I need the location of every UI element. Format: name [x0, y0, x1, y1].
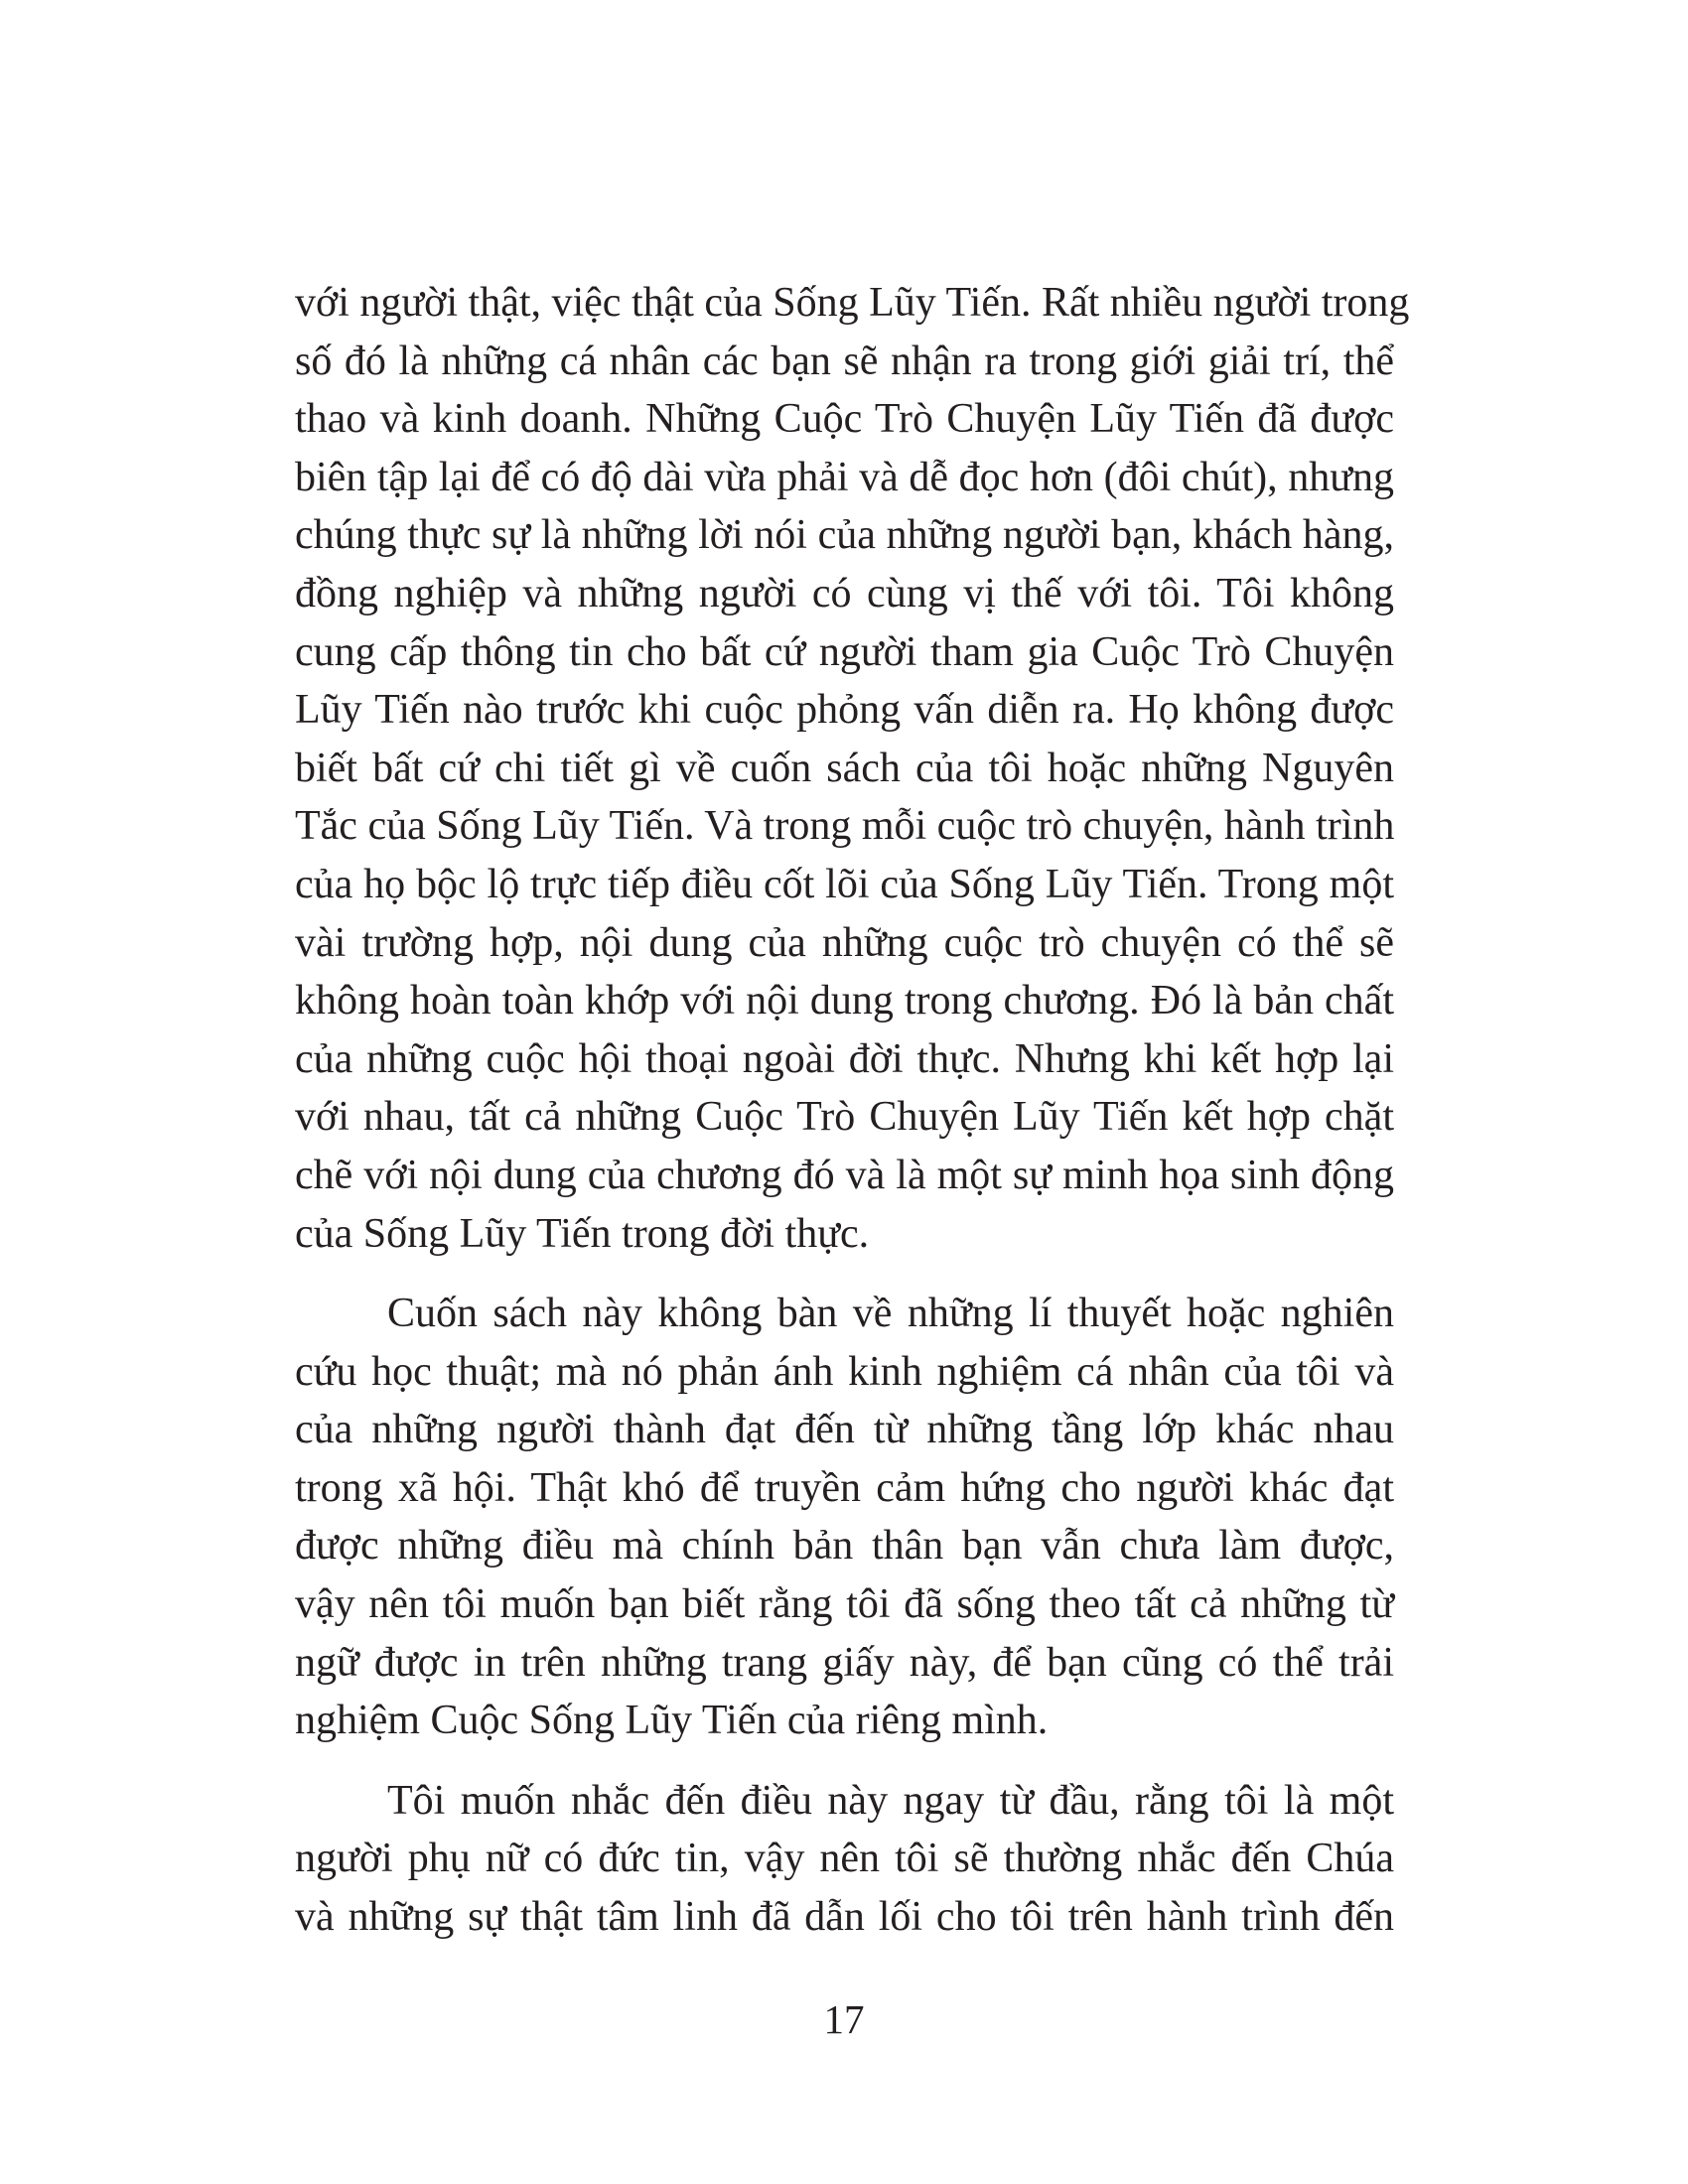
text-line: trong xã hội. Thật khó để truyền cảm hứng cho người khác đạt	[295, 1464, 1394, 1511]
text-line: của những người thành đạt đến từ những tầng lớp khác nhau	[295, 1407, 1394, 1453]
page-number: 17	[823, 1996, 865, 2042]
paragraph-3	[295, 1772, 1394, 1947]
text-line: với người thật, việc thật của Sống Lũy Tiến. Rất nhiều người trong	[295, 280, 1410, 326]
page-body	[295, 274, 1410, 1947]
text-line: và những sự thật tâm linh đã dẫn lối cho tôi trên hành trình đến	[295, 1894, 1394, 1941]
text-line: biên tập lại để có độ dài vừa phải và dễ đọc hơn (đôi chút), nhưng	[295, 454, 1394, 500]
text-line: chẽ với nội dung của chương đó và là một sự minh họa sinh động	[295, 1152, 1394, 1198]
text-line: nghiệm Cuộc Sống Lũy Tiến của riêng mình.	[295, 1698, 1049, 1744]
text-line: với nhau, tất cả những Cuộc Trò Chuyện Lũy Tiến kết hợp chặt	[295, 1094, 1394, 1141]
paragraph-2	[295, 1285, 1394, 1750]
text-line: chúng thực sự là những lời nói của những người bạn, khách hàng,	[295, 512, 1394, 559]
text-line: Tôi muốn nhắc đến điều này ngay từ đầu, rằng tôi là một	[387, 1777, 1394, 1824]
text-line: vài trường hợp, nội dung của những cuộc trò chuyện có thể sẽ	[295, 919, 1394, 966]
text-line: Tắc của Sống Lũy Tiến. Và trong mỗi cuộc trò chuyện, hành trình	[295, 803, 1395, 850]
text-line: của Sống Lũy Tiến trong đời thực.	[295, 1210, 870, 1257]
text-line: ngữ được in trên những trang giấy này, để bạn cũng có thể trải	[295, 1639, 1394, 1686]
text-line: Cuốn sách này không bàn về những lí thuyết hoặc nghiên	[387, 1291, 1394, 1337]
text-line: số đó là những cá nhân các bạn sẽ nhận ra trong giới giải trí, thể	[295, 338, 1394, 384]
text-line: được những điều mà chính bản thân bạn vẫn chưa làm được,	[295, 1523, 1394, 1570]
text-line: không hoàn toàn khớp với nội dung trong chương. Đó là bản chất	[295, 978, 1394, 1024]
text-line: biết bất cứ chi tiết gì về cuốn sách của tôi hoặc những Nguyên	[295, 745, 1394, 791]
text-line: cứu học thuật; mà nó phản ánh kinh nghiệm cá nhân của tôi và	[295, 1348, 1394, 1395]
text-line: đồng nghiệp và những người có cùng vị thế với tôi. Tôi không	[295, 570, 1394, 616]
text-line: của những cuộc hội thoại ngoài đời thực. Nhưng khi kết hợp lại	[295, 1035, 1394, 1082]
text-line: người phụ nữ có đức tin, vậy nên tôi sẽ thường nhắc đến Chúa	[295, 1836, 1394, 1882]
text-line: cung cấp thông tin cho bất cứ người tham gia Cuộc Trò Chuyện	[295, 628, 1394, 675]
paragraph-1	[295, 274, 1410, 1263]
text-line: Lũy Tiến nào trước khi cuộc phỏng vấn diễn ra. Họ không được	[295, 687, 1394, 734]
text-line: thao và kinh doanh. Những Cuộc Trò Chuyện Lũy Tiến đã được	[295, 396, 1394, 443]
text-line: vậy nên tôi muốn bạn biết rằng tôi đã sống theo tất cả những từ	[295, 1581, 1394, 1628]
text-line: của họ bộc lộ trực tiếp điều cốt lõi của Sống Lũy Tiến. Trong một	[295, 861, 1394, 907]
